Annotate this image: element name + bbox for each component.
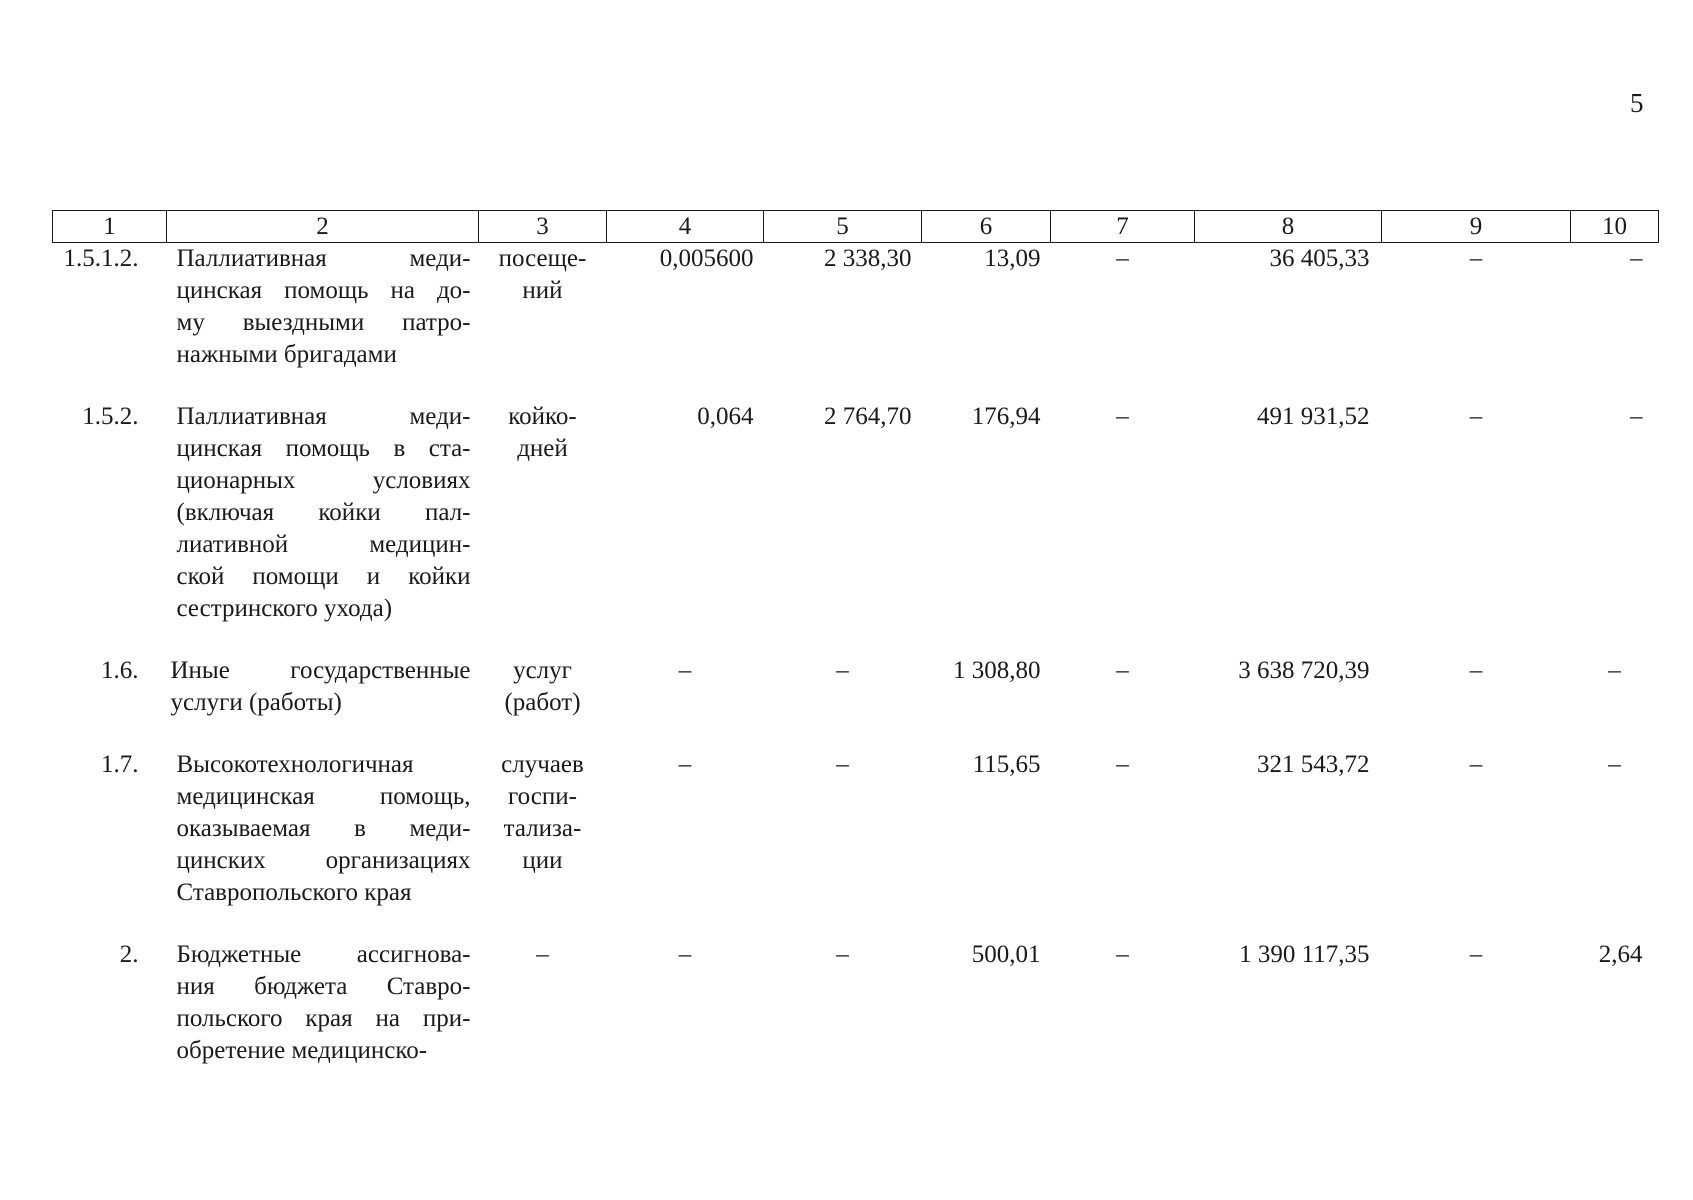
row-name-line: цинская помощь на до-: [176, 277, 471, 304]
row-unit-line: ции: [522, 847, 563, 874]
row-unit-line: случаев: [501, 751, 584, 778]
column-header: 6: [922, 211, 1051, 243]
column-header: 5: [764, 211, 922, 243]
row-unit-line: посеще-: [498, 245, 587, 272]
cell-col7: –: [1116, 403, 1129, 430]
row-unit-line: госпи-: [508, 783, 577, 810]
row-unit: [479, 243, 607, 402]
row-name-line: Паллиативная меди-: [176, 403, 471, 430]
cell-col7: –: [1116, 245, 1129, 272]
row-unit-line: –: [536, 941, 549, 968]
row-name-line: му выездными патро-: [176, 309, 471, 336]
table-row: [53, 939, 1659, 1067]
row-unit-line: тализа-: [503, 815, 582, 842]
row-name-line: лиативной медицин-: [176, 531, 471, 558]
row-name-line: Иные государственные: [170, 657, 471, 684]
row-unit: [479, 939, 607, 1067]
row-number: 1.6.: [101, 657, 139, 684]
row-name-line: услуги (работы): [170, 689, 342, 716]
table-row: [53, 749, 1659, 939]
cell-col5: –: [836, 657, 849, 684]
cell-col5: –: [836, 941, 849, 968]
budget-table: [52, 210, 1659, 1067]
cell-col4: –: [678, 941, 692, 968]
cell-col8: 36 405,33: [1269, 245, 1370, 272]
row-name: [167, 749, 479, 939]
row-name-line: обретение медицинско-: [176, 1037, 428, 1064]
cell-col6: 13,09: [984, 245, 1041, 272]
table-row: [53, 243, 1659, 402]
row-name: [167, 655, 479, 749]
column-header: 9: [1382, 211, 1571, 243]
row-name-line: Паллиативная меди-: [176, 245, 471, 272]
cell-col9: –: [1469, 403, 1483, 430]
row-name-line: нажными бригадами: [176, 341, 397, 368]
cell-col8: 3 638 720,39: [1238, 657, 1370, 684]
row-name-line: ской помощи и койки: [176, 563, 471, 590]
cell-col9: –: [1469, 751, 1483, 778]
cell-col4: –: [678, 657, 692, 684]
cell-col6: 1 308,80: [953, 657, 1041, 684]
column-header: 10: [1571, 211, 1659, 243]
cell-col6: 500,01: [971, 941, 1041, 968]
cell-col6: 176,94: [971, 403, 1041, 430]
row-unit-line: (работ): [504, 689, 581, 716]
row-name-line: (включая койки пал-: [176, 499, 471, 526]
row-number: 1.5.1.2.: [63, 245, 139, 272]
row-number: 2.: [119, 941, 139, 968]
row-unit-line: услуг: [513, 657, 572, 684]
cell-col5: 2 764,70: [824, 403, 912, 430]
table-row: [53, 401, 1659, 655]
row-name-line: цинских организациях: [176, 847, 471, 874]
column-header: 4: [607, 211, 764, 243]
table-row: [53, 655, 1659, 749]
cell-col9: –: [1469, 245, 1483, 272]
cell-col8: 1 390 117,35: [1239, 941, 1370, 968]
cell-col5: –: [836, 751, 849, 778]
row-name-line: Бюджетные ассигнова-: [176, 941, 471, 968]
row-name-line: Ставропольского края: [176, 879, 412, 906]
row-number: 1.5.2.: [82, 403, 139, 430]
row-name-line: Высокотехнологичная: [176, 751, 414, 778]
row-unit: [479, 749, 607, 939]
row-name-line: ционарных условиях: [176, 467, 471, 494]
row-name-line: цинская помощь в ста-: [176, 435, 471, 462]
row-name: [167, 401, 479, 655]
cell-col10: –: [1630, 403, 1643, 430]
cell-col4: –: [678, 751, 692, 778]
cell-col7: –: [1116, 941, 1129, 968]
row-name: [167, 243, 479, 402]
row-unit-line: дней: [517, 435, 568, 462]
column-header: 8: [1195, 211, 1382, 243]
column-header: 3: [479, 211, 607, 243]
row-name-line: медицинская помощь,: [176, 783, 471, 810]
row-unit-line: койко-: [508, 403, 577, 430]
cell-col9: –: [1469, 657, 1483, 684]
cell-col5: 2 338,30: [824, 245, 912, 272]
row-unit-line: ний: [522, 277, 563, 304]
page-number: 5: [1630, 88, 1644, 118]
row-name-line: ния бюджета Ставро-: [176, 973, 471, 1000]
column-number-row: [53, 211, 1659, 243]
cell-col8: 491 931,52: [1257, 403, 1370, 430]
cell-col10: –: [1630, 245, 1643, 272]
row-name-line: сестринского ухода): [176, 595, 393, 622]
row-number: 1.7.: [101, 751, 139, 778]
cell-col10: 2,64: [1598, 941, 1643, 968]
cell-col7: –: [1116, 751, 1129, 778]
cell-col10: –: [1608, 751, 1621, 778]
row-name-line: оказываемая в меди-: [176, 815, 471, 842]
row-name-line: польского края на при-: [176, 1005, 471, 1032]
cell-col4: 0,005600: [659, 245, 754, 272]
row-unit: [479, 655, 607, 749]
column-header: 7: [1051, 211, 1195, 243]
cell-col4: 0,064: [697, 403, 754, 430]
cell-col8: 321 543,72: [1257, 751, 1370, 778]
cell-col9: –: [1469, 941, 1483, 968]
row-unit: [479, 401, 607, 655]
cell-col7: –: [1116, 657, 1129, 684]
row-name: [167, 939, 479, 1067]
cell-col6: 115,65: [972, 751, 1041, 778]
cell-col10: –: [1608, 657, 1621, 684]
column-header: 1: [53, 211, 167, 243]
column-header: 2: [167, 211, 479, 243]
